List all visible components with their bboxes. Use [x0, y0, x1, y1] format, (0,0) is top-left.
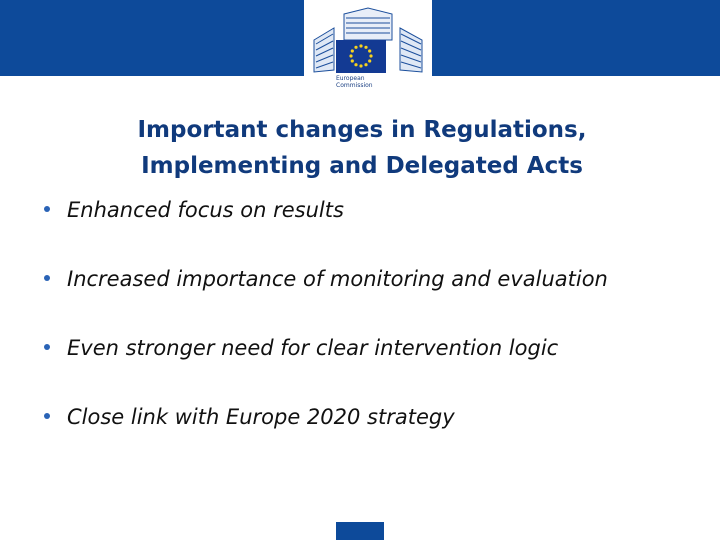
title-line-2: Implementing and Delegated Acts [141, 153, 583, 179]
logo-caption: European Commission [336, 75, 373, 89]
bullet-text: Increased importance of monitoring and evaluation [67, 267, 608, 291]
title-line-1: Important changes in Regulations, [137, 117, 587, 143]
bullet-item [44, 334, 558, 362]
bullet-item [44, 403, 455, 431]
bullet-text: Enhanced focus on results [67, 198, 344, 222]
bullet-item [44, 196, 344, 224]
slide-title [40, 112, 684, 184]
bullet-item [44, 265, 608, 293]
footer-tab [336, 522, 384, 540]
bullet-text: Close link with Europe 2020 strategy [67, 405, 455, 429]
bullet-icon [44, 206, 50, 212]
bullet-text: Even stronger need for clear intervention logic [67, 336, 559, 360]
bullet-icon [44, 413, 50, 419]
bullet-icon [44, 275, 50, 281]
bullet-icon [44, 344, 50, 350]
